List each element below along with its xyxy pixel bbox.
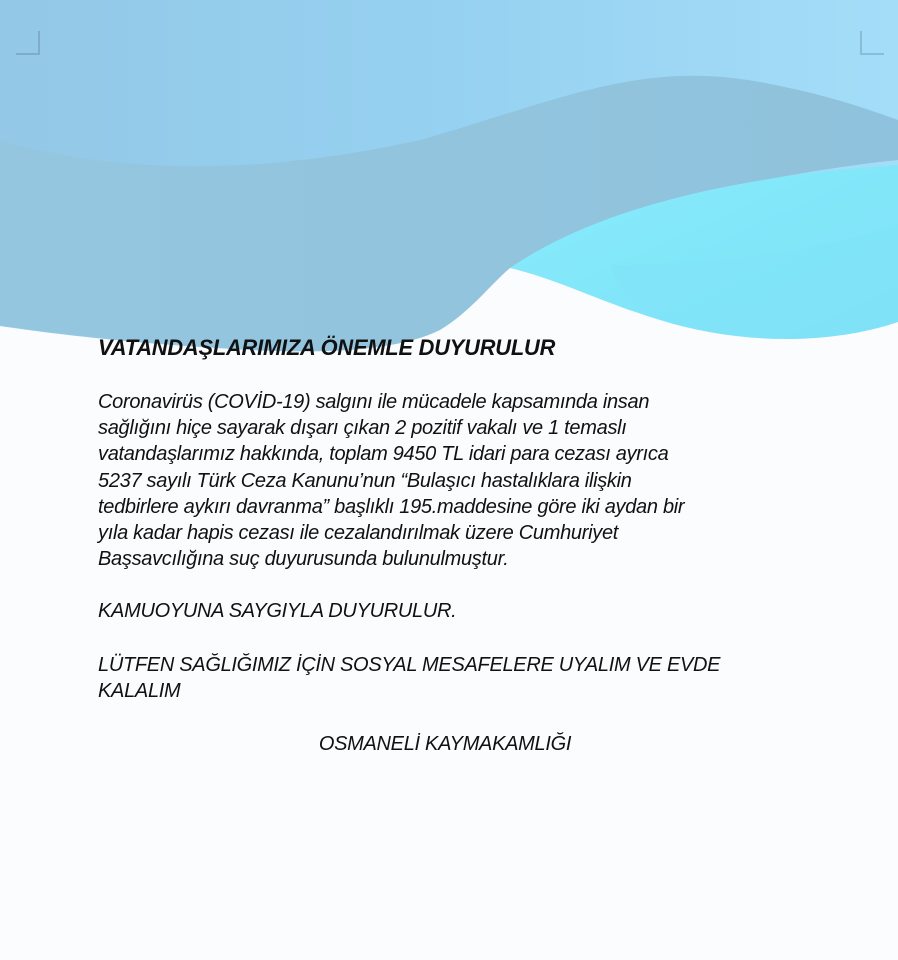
body-line: tedbirlere aykırı davranma” başlıklı 195.maddesine göre iki aydan bir [98, 495, 685, 518]
body-line: vatandaşlarımız hakkında, toplam 9450 TL idari para cezası ayrıca [98, 443, 669, 466]
crop-mark-top-left [16, 31, 40, 55]
body-line: Başsavcılığına suç duyurusunda bulunulmuştur. [98, 548, 509, 571]
signature: OSMANELİ KAYMAKAMLIĞI [318, 733, 572, 756]
plea-line: LÜTFEN SAĞLIĞIMIZ İÇİN SOSYAL MESAFELERE UYALIM VE EVDE [98, 653, 721, 676]
announcement-title: VATANDAŞLARIMIZA ÖNEMLE DUYURULUR [98, 335, 556, 360]
wave-header-graphic [0, 0, 898, 360]
announcement-content [98, 333, 798, 757]
body-line: 5237 sayılı Türk Ceza Kanunu’nun “Bulaşıcı hastalıklara ilişkin [98, 469, 632, 492]
body-line: Coronavirüs (COVİD-19) salgını ile mücadele kapsamında insan [98, 391, 650, 413]
body-line: yıla kadar hapis cezası ile cezalandırılmak üzere Cumhuriyet [98, 522, 619, 545]
crop-mark-top-right [860, 31, 884, 55]
plea-text [98, 652, 798, 704]
body-line: sağlığını hiçe sayarak dışarı çıkan 2 pozitif vakalı ve 1 temaslı [98, 417, 627, 440]
respect-line: KAMUOYUNA SAYGIYLA DUYURULUR. [98, 600, 457, 623]
announcement-body [98, 389, 798, 572]
plea-line: KALALIM [98, 679, 181, 702]
